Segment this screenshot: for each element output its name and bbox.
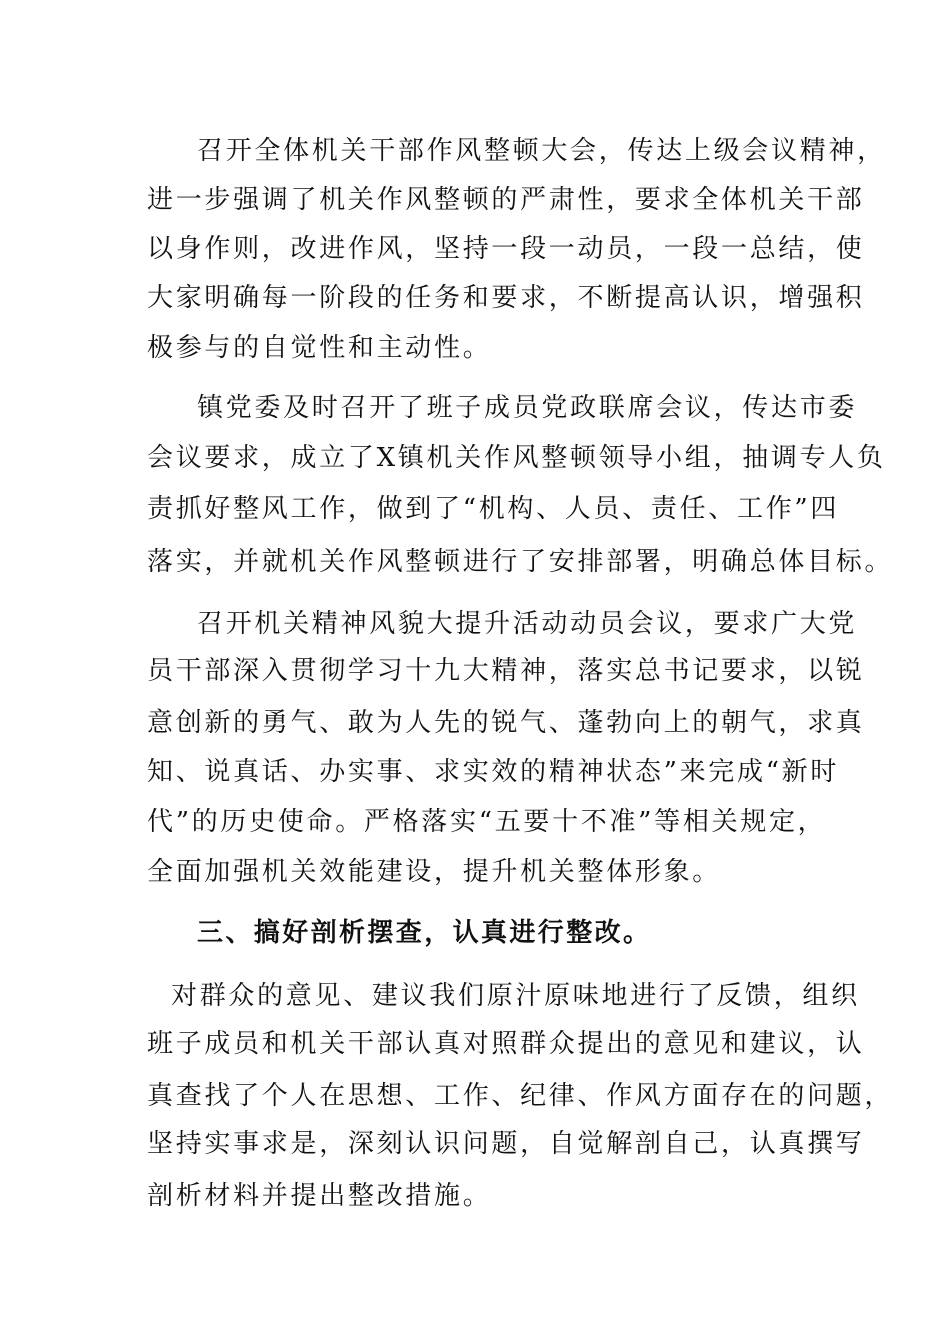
paragraph-2-line-1: 镇党委及时召开了班子成员党政联席会议，传达市委 xyxy=(197,393,858,423)
paragraph-4-line-5: 剖析材料并提出整改措施。 xyxy=(147,1181,492,1211)
paragraph-4-line-1: 对群众的意见、建议我们原汁原味地进行了反馈，组织 xyxy=(171,981,860,1011)
paragraph-3-line-2: 员干部深入贯彻学习十九大精神，落实总书记要求，以锐 xyxy=(147,656,865,686)
paragraph-4-line-3: 真查找了个人在思想、工作、纪律、作风方面存在的问题， xyxy=(147,1081,894,1111)
paragraph-1-line-3: 以身作则，改进作风，坚持一段一动员，一段一总结，使 xyxy=(147,234,865,264)
paragraph-3-line-1: 召开机关精神风貌大提升活动动员会议，要求广大党 xyxy=(197,609,858,639)
paragraph-3-line-3: 意创新的勇气、敢为人先的锐气、蓬勃向上的朝气，求真 xyxy=(147,708,865,738)
paragraph-3-line-6: 全面加强机关效能建设，提升机关整体形象。 xyxy=(147,857,722,887)
paragraph-2-line-4: 落实，并就机关作风整顿进行了安排部署，明确总体目标。 xyxy=(147,547,894,577)
paragraph-2-line-2: 会议要求，成立了X镇机关作风整顿领导小组，抽调专人负 xyxy=(147,443,886,473)
paragraph-4-line-2: 班子成员和机关干部认真对照群众提出的意见和建议，认 xyxy=(147,1029,865,1059)
paragraph-3-line-5: 代”的历史使命。严格落实“五要十不准”等相关规定， xyxy=(147,807,827,837)
paragraph-1-line-5: 极参与的自觉性和主动性。 xyxy=(147,333,492,363)
paragraph-1-line-4: 大家明确每一阶段的任务和要求，不断提高认识，增强积 xyxy=(147,283,865,313)
paragraph-1-line-2: 进一步强调了机关作风整顿的严肃性，要求全体机关干部 xyxy=(147,185,865,215)
paragraph-2-line-3: 责抓好整风工作，做到了“机构、人员、责任、工作”四 xyxy=(147,494,840,524)
section-heading: 三、搞好剖析摆查，认真进行整改。 xyxy=(197,918,652,948)
paragraph-3-line-4: 知、说真话、办实事、求实效的精神状态”来完成“新时 xyxy=(147,757,840,787)
paragraph-1-line-1: 召开全体机关干部作风整顿大会，传达上级会议精神， xyxy=(197,136,886,166)
paragraph-4-line-4: 坚持实事求是，深刻认识问题，自觉解剖自己，认真撰写 xyxy=(147,1129,865,1159)
